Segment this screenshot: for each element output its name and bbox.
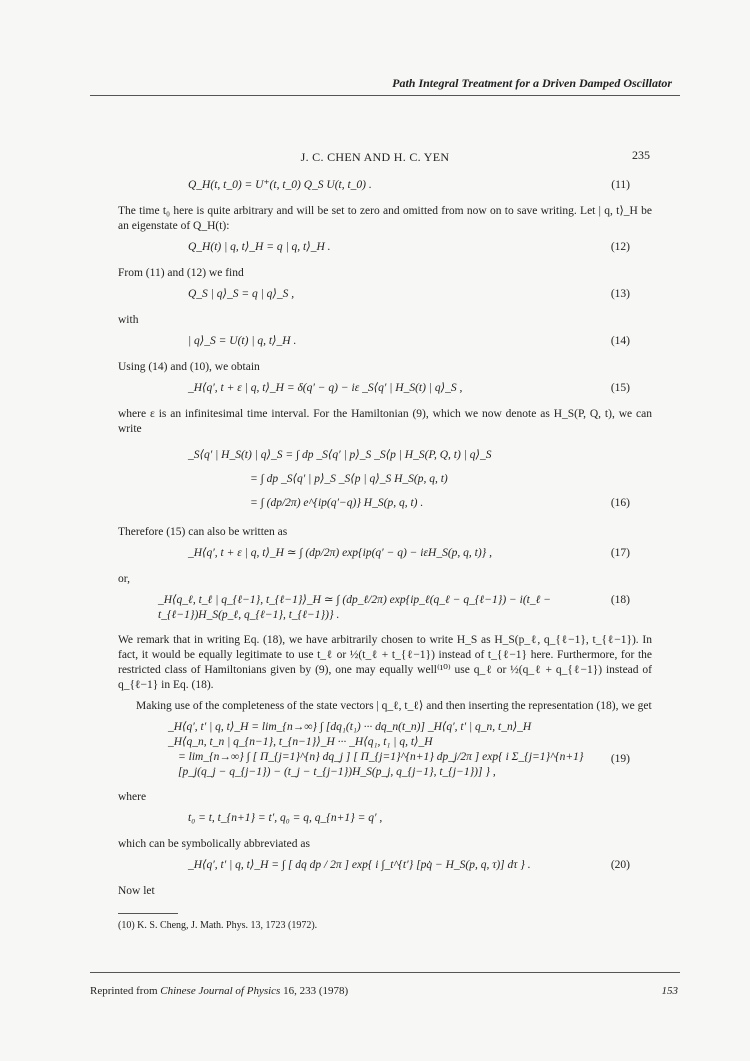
paragraph-10: where [118,791,147,803]
equation-18-text: _H⟨q_ℓ, t_ℓ | q_{ℓ−1}, t_{ℓ−1}⟩_H ≃ ∫ (dp_ℓ/2π) exp{ip_ℓ(q_ℓ − q_{ℓ−1}) − i(t_ℓ − t_{ℓ−1})H_S(p_ℓ, q_{ℓ−1}, t_{ℓ−1})} . [158,594,552,621]
equation-20-number: (20) [610,859,630,871]
reprint-suffix: 16, 233 (1978) [280,985,349,997]
equation-11-number: (11) [611,179,630,191]
body-text [118,172,652,933]
footnote-rule [118,913,178,914]
equation-16-line-2: = ∫ dp _S⟨q′ | p⟩_S _S⟨p | q⟩_S H_S(p, q, t) [250,473,448,485]
authors-line: J. C. CHEN AND H. C. YEN [300,150,450,164]
equation-14-number: (14) [610,335,630,347]
equation-20 [118,858,652,874]
equation-19-number: (19) [610,753,630,765]
equation-17-number: (17) [610,547,630,559]
equation-19-line-1: _H⟨q′, t′ | q, t⟩_H = lim_{n→∞} ∫ [dq₁(t₁) ··· dq_n(t_n)] _H⟨q′, t′ | q_n, t_n⟩_H [168,721,532,733]
reprint-note [90,985,348,997]
equation-13-number: (13) [610,288,630,300]
equation-16-line-1: _S⟨q′ | H_S(t) | q⟩_S = ∫ dp _S⟨q′ | p⟩_S _S⟨p | H_S(P, Q, t) | q⟩_S [188,449,492,461]
paragraph-6: Therefore (15) can also be written as [118,526,288,538]
running-head: Path Integral Treatment for a Driven Damped Oscillator [392,76,672,90]
footer-page-number: 153 [661,985,678,997]
paragraph-3: with [118,314,139,326]
equation-11 [118,178,652,194]
equation-19-line-2: _H⟨q_n, t_n | q_{n−1}, t_{n−1}⟩_H ··· _H⟨q₁, t₁ | q, t⟩_H [168,736,433,748]
equation-12-text: Q_H(t) | q, t⟩_H = q | q, t⟩_H . [188,241,331,253]
equation-16-number: (16) [610,497,630,509]
paragraph-12: Now let [118,885,155,897]
footnote-10: (10) K. S. Cheng, J. Math. Phys. 13, 1723 (1972). [118,920,318,931]
paragraph-7: or, [118,573,130,585]
equation-14-text: | q⟩_S = U(t) | q, t⟩_H . [188,335,297,347]
paragraph-4: Using (14) and (10), we obtain [118,361,260,373]
equation-20-text: _H⟨q′, t′ | q, t⟩_H = ∫ [ dq dp / 2π ] exp{ i ∫_t^{t′} [pq̇ − H_S(p, q, τ)] dτ } . [188,859,531,871]
reprint-prefix: Reprinted from [90,985,161,997]
paragraph-9: Making use of the completeness of the state vectors | q_ℓ, t_ℓ⟩ and then inserting the representation (18), we get [136,700,652,712]
equation-where [118,811,652,827]
equation-17 [118,546,652,562]
equation-16 [118,443,652,515]
equation-15-number: (15) [610,382,630,394]
equation-19 [118,720,652,780]
paragraph-1: The time t₀ here is quite arbitrary and will be set to zero and omitted from now on to save writing. Let | q, t⟩_H be an eigenstate of Q_H(t): [118,205,652,232]
page-number: 235 [632,148,650,162]
paragraph-5: where ε is an infinitesimal time interval. For the Hamiltonian (9), which we now denote as H_S(P, Q, t), we can write [118,408,652,435]
equation-15 [118,381,652,397]
equation-19-line-3: = lim_{n→∞} ∫ [ Π_{j=1}^{n} dq_j ] [ Π_{j=1}^{n+1} dp_j/2π ] exp{ i Σ_{j=1}^{n+1} [p_j(q_j − q_{j−1}) − (t_j − t_{j−1})H_S(p_j, q_{j−1}, t_{j−1})] } , [178,751,584,778]
paragraph-8: We remark that in writing Eq. (18), we have arbitrarily chosen to write H_S as H_S(p_ℓ, q_{ℓ−1}, t_{ℓ−1}). In fact, it would be equally legitimate to use t_ℓ or ½(t_ℓ + t_{ℓ−1}) instead of t_{ℓ−1} here. Furthermore, for the restricted class of Hamiltonians given by (9), one may equally well⁽¹⁰⁾ use q_ℓ or ½(q_ℓ + q_{ℓ−1}) instead of q_{ℓ−1} in Eq. (18). [118,634,652,691]
equation-12-number: (12) [610,241,630,253]
equation-13-text: Q_S | q⟩_S = q | q⟩_S , [188,288,295,300]
equation-18 [118,593,652,623]
equation-15-text: _H⟨q′, t + ε | q, t⟩_H = δ(q′ − q) − iε _S⟨q′ | H_S(t) | q⟩_S , [188,382,463,394]
equation-14 [118,334,652,350]
equation-where-text: t₀ = t, t_{n+1} = t′, q₀ = q, q_{n+1} = q′ , [188,812,383,824]
paragraph-11: which can be symbolically abbreviated as [118,838,310,850]
equation-18-number: (18) [610,594,630,606]
footer-rule [90,972,680,973]
equation-13 [118,287,652,303]
equation-16-line-3: = ∫ (dp/2π) e^{ip(q′−q)} H_S(p, q, t) . [250,497,424,509]
equation-17-text: _H⟨q′, t + ε | q, t⟩_H ≃ ∫ (dp/2π) exp{ip(q′ − q) − iεH_S(p, q, t)} , [188,547,493,559]
journal-name: Chinese Journal of Physics [160,985,281,997]
equation-12 [118,240,652,256]
paragraph-2: From (11) and (12) we find [118,267,244,279]
equation-11-text: Q_H(t, t_0) = U⁺(t, t_0) Q_S U(t, t_0) . [188,179,372,191]
header-rule [90,95,680,96]
